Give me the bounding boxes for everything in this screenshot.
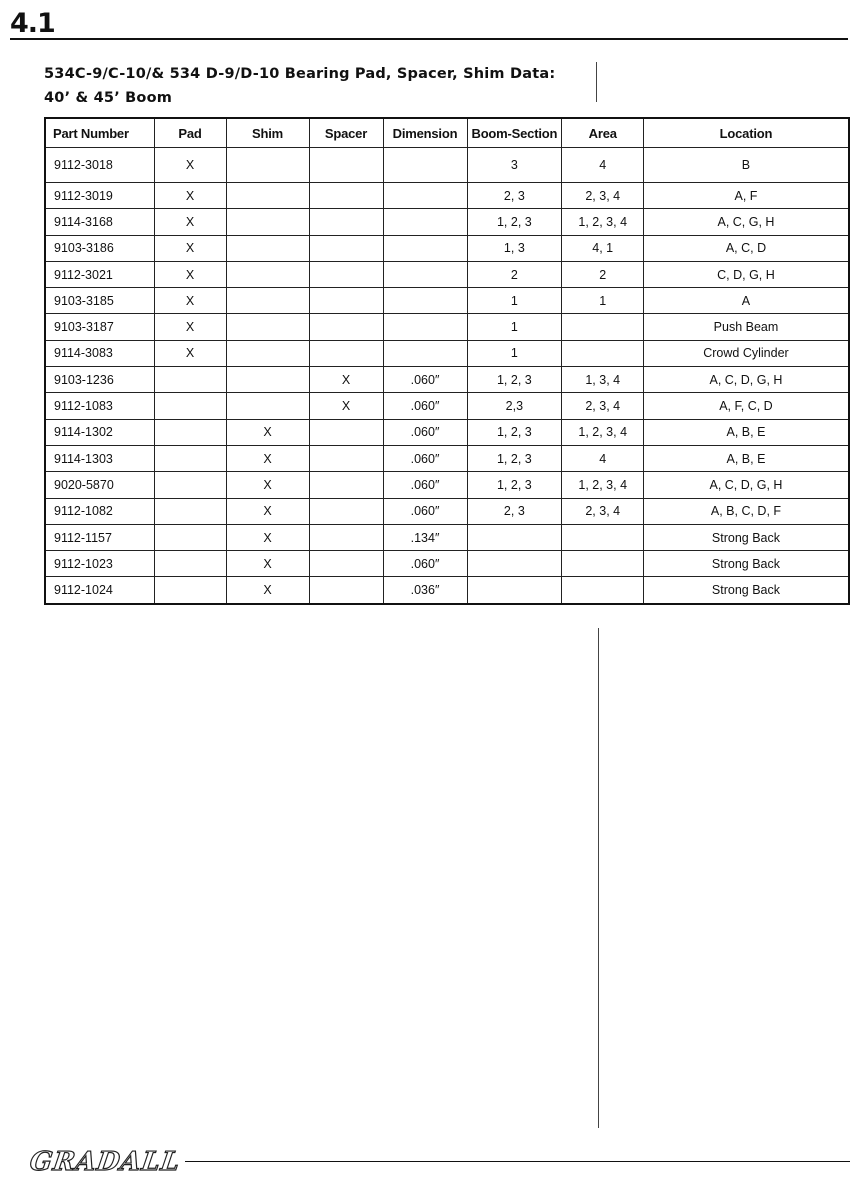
table-row: [45, 209, 849, 235]
cell-pad: X: [154, 148, 226, 183]
cell-dimension: .036″: [383, 577, 467, 604]
column-header-location: Location: [644, 118, 849, 148]
cell-part-number: 9112-1157: [45, 524, 154, 550]
cell-pad: X: [154, 183, 226, 209]
cell-spacer: [309, 340, 383, 366]
cell-boom-section: 1, 2, 3: [467, 472, 562, 498]
cell-dimension: .060″: [383, 419, 467, 445]
cell-dimension: [383, 340, 467, 366]
cell-shim: X: [226, 524, 309, 550]
cell-boom-section: 2, 3: [467, 498, 562, 524]
cell-pad: X: [154, 340, 226, 366]
column-header-dimension: Dimension: [383, 118, 467, 148]
cell-dimension: .134″: [383, 524, 467, 550]
cell-dimension: .060″: [383, 551, 467, 577]
cell-location: B: [644, 148, 849, 183]
column-header-shim: Shim: [226, 118, 309, 148]
cell-shim: [226, 367, 309, 393]
cell-spacer: [309, 183, 383, 209]
column-header-spacer: Spacer: [309, 118, 383, 148]
cell-shim: X: [226, 551, 309, 577]
cell-shim: [226, 340, 309, 366]
cell-location: A: [644, 288, 849, 314]
cell-location: Crowd Cylinder: [644, 340, 849, 366]
table-row: [45, 340, 849, 366]
cell-area: [562, 340, 644, 366]
table-row: [45, 524, 849, 550]
cell-area: 2: [562, 261, 644, 287]
column-divider-bottom: [598, 628, 599, 1128]
bearing-pad-table: [44, 117, 850, 605]
cell-area: 1, 2, 3, 4: [562, 209, 644, 235]
cell-spacer: X: [309, 367, 383, 393]
table-row: [45, 148, 849, 183]
cell-location: A, F, C, D: [644, 393, 849, 419]
cell-spacer: [309, 524, 383, 550]
cell-area: 4: [562, 148, 644, 183]
table-row: [45, 472, 849, 498]
cell-area: 2, 3, 4: [562, 183, 644, 209]
table-row: [45, 235, 849, 261]
column-header-pad: Pad: [154, 118, 226, 148]
cell-boom-section: 1, 2, 3: [467, 209, 562, 235]
cell-pad: [154, 577, 226, 604]
table-row: [45, 498, 849, 524]
cell-area: 2, 3, 4: [562, 498, 644, 524]
cell-boom-section: 3: [467, 148, 562, 183]
cell-location: A, B, C, D, F: [644, 498, 849, 524]
cell-dimension: [383, 314, 467, 340]
cell-pad: [154, 551, 226, 577]
cell-boom-section: 1, 2, 3: [467, 419, 562, 445]
cell-area: [562, 524, 644, 550]
cell-shim: [226, 235, 309, 261]
gradall-logo: GRADALL: [27, 1147, 183, 1177]
cell-pad: X: [154, 288, 226, 314]
cell-location: C, D, G, H: [644, 261, 849, 287]
cell-spacer: [309, 445, 383, 471]
table-row: [45, 445, 849, 471]
cell-area: 1, 2, 3, 4: [562, 472, 644, 498]
cell-spacer: [309, 314, 383, 340]
cell-pad: X: [154, 314, 226, 340]
cell-dimension: .060″: [383, 498, 467, 524]
cell-part-number: 9103-3185: [45, 288, 154, 314]
cell-shim: [226, 261, 309, 287]
cell-boom-section: 1, 2, 3: [467, 445, 562, 471]
cell-area: 1, 3, 4: [562, 367, 644, 393]
page-title: [44, 62, 584, 110]
cell-boom-section: 2, 3: [467, 183, 562, 209]
cell-part-number: 9112-3021: [45, 261, 154, 287]
cell-pad: X: [154, 209, 226, 235]
cell-part-number: 9114-1302: [45, 419, 154, 445]
cell-location: Strong Back: [644, 551, 849, 577]
cell-part-number: 9103-3186: [45, 235, 154, 261]
table-row: [45, 183, 849, 209]
column-divider-top: [596, 62, 597, 102]
cell-pad: [154, 524, 226, 550]
cell-part-number: 9112-1024: [45, 577, 154, 604]
cell-dimension: .060″: [383, 393, 467, 419]
cell-location: A, C, D: [644, 235, 849, 261]
table-header-row: [45, 118, 849, 148]
table-row: [45, 367, 849, 393]
cell-pad: [154, 472, 226, 498]
cell-area: 1: [562, 288, 644, 314]
cell-location: A, C, G, H: [644, 209, 849, 235]
column-header-boom-section: Boom-Section: [467, 118, 562, 148]
cell-location: A, B, E: [644, 419, 849, 445]
cell-part-number: 9112-1023: [45, 551, 154, 577]
cell-shim: [226, 288, 309, 314]
cell-dimension: .060″: [383, 472, 467, 498]
cell-pad: [154, 419, 226, 445]
cell-shim: X: [226, 419, 309, 445]
cell-pad: X: [154, 235, 226, 261]
table-row: [45, 261, 849, 287]
table-row: [45, 288, 849, 314]
cell-part-number: 9114-1303: [45, 445, 154, 471]
cell-part-number: 9112-1083: [45, 393, 154, 419]
cell-spacer: [309, 551, 383, 577]
cell-boom-section: 1, 2, 3: [467, 367, 562, 393]
cell-spacer: [309, 472, 383, 498]
cell-shim: [226, 209, 309, 235]
cell-dimension: .060″: [383, 445, 467, 471]
cell-shim: X: [226, 577, 309, 604]
cell-pad: [154, 498, 226, 524]
cell-boom-section: 1: [467, 314, 562, 340]
cell-part-number: 9103-3187: [45, 314, 154, 340]
cell-spacer: [309, 148, 383, 183]
cell-pad: [154, 367, 226, 393]
table-row: [45, 551, 849, 577]
table-row: [45, 393, 849, 419]
cell-boom-section: 1: [467, 288, 562, 314]
title-line-2: 40’ & 45’ Boom: [44, 90, 173, 106]
cell-location: Push Beam: [644, 314, 849, 340]
cell-shim: [226, 314, 309, 340]
cell-part-number: 9112-3019: [45, 183, 154, 209]
cell-dimension: [383, 261, 467, 287]
cell-dimension: [383, 148, 467, 183]
table-row: [45, 419, 849, 445]
cell-area: 1, 2, 3, 4: [562, 419, 644, 445]
cell-area: 4: [562, 445, 644, 471]
cell-part-number: 9114-3083: [45, 340, 154, 366]
cell-area: [562, 577, 644, 604]
cell-dimension: [383, 183, 467, 209]
cell-spacer: [309, 577, 383, 604]
cell-location: A, B, E: [644, 445, 849, 471]
cell-location: Strong Back: [644, 524, 849, 550]
table-row: [45, 577, 849, 604]
cell-part-number: 9020-5870: [45, 472, 154, 498]
section-number: 4.1: [10, 8, 55, 39]
cell-shim: [226, 148, 309, 183]
cell-location: A, C, D, G, H: [644, 367, 849, 393]
column-header-area: Area: [562, 118, 644, 148]
cell-boom-section: 2: [467, 261, 562, 287]
header-rule: [10, 38, 848, 40]
title-line-1: 534C-9/C-10/& 534 D-9/D-10 Bearing Pad, Spacer, Shim Data:: [44, 66, 556, 82]
cell-shim: X: [226, 445, 309, 471]
table-row: [45, 314, 849, 340]
cell-area: 2, 3, 4: [562, 393, 644, 419]
cell-area: [562, 314, 644, 340]
cell-dimension: .060″: [383, 367, 467, 393]
cell-pad: [154, 393, 226, 419]
cell-part-number: 9112-1082: [45, 498, 154, 524]
cell-spacer: X: [309, 393, 383, 419]
cell-spacer: [309, 235, 383, 261]
footer-rule: [185, 1161, 850, 1162]
cell-area: 4, 1: [562, 235, 644, 261]
cell-spacer: [309, 419, 383, 445]
cell-shim: X: [226, 472, 309, 498]
cell-shim: [226, 393, 309, 419]
cell-part-number: 9112-3018: [45, 148, 154, 183]
cell-spacer: [309, 498, 383, 524]
cell-spacer: [309, 261, 383, 287]
table-body: [45, 148, 849, 604]
cell-spacer: [309, 209, 383, 235]
cell-dimension: [383, 288, 467, 314]
cell-part-number: 9103-1236: [45, 367, 154, 393]
cell-boom-section: [467, 551, 562, 577]
cell-pad: [154, 445, 226, 471]
cell-location: A, C, D, G, H: [644, 472, 849, 498]
cell-boom-section: 1, 3: [467, 235, 562, 261]
cell-part-number: 9114-3168: [45, 209, 154, 235]
cell-location: A, F: [644, 183, 849, 209]
cell-shim: [226, 183, 309, 209]
cell-pad: X: [154, 261, 226, 287]
cell-boom-section: 1: [467, 340, 562, 366]
cell-location: Strong Back: [644, 577, 849, 604]
cell-spacer: [309, 288, 383, 314]
cell-dimension: [383, 235, 467, 261]
cell-boom-section: 2,3: [467, 393, 562, 419]
cell-boom-section: [467, 524, 562, 550]
cell-area: [562, 551, 644, 577]
column-header-part-number: Part Number: [45, 118, 154, 148]
cell-boom-section: [467, 577, 562, 604]
cell-dimension: [383, 209, 467, 235]
cell-shim: X: [226, 498, 309, 524]
